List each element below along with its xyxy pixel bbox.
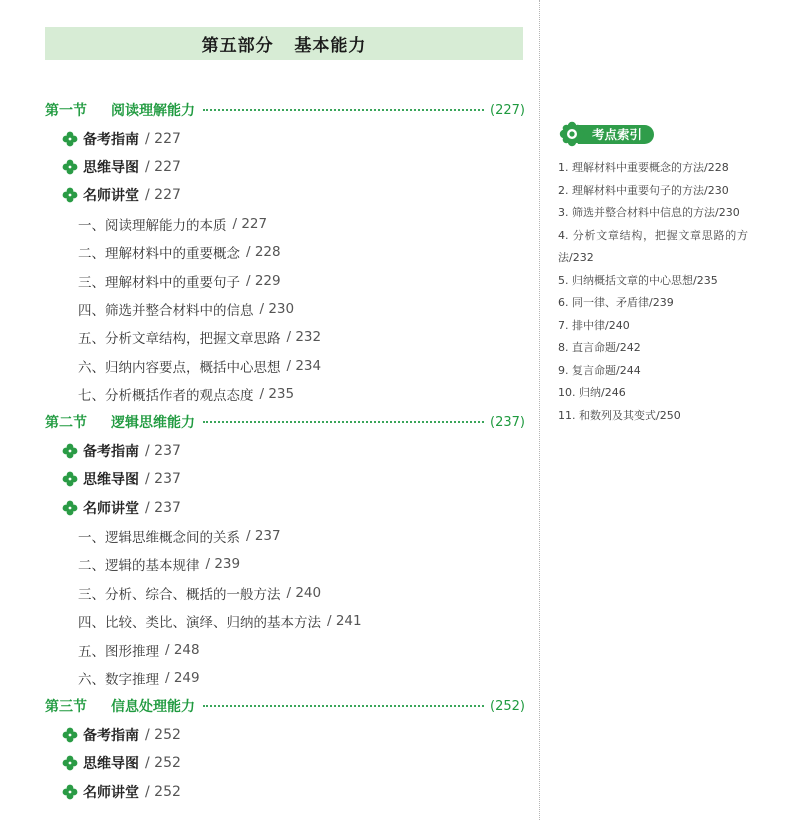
section-title: 阅读理解能力: [111, 103, 195, 120]
topic-entry[interactable]: [45, 550, 525, 578]
topic-entry[interactable]: [45, 635, 525, 663]
section-number: 第一节: [45, 103, 87, 120]
page-number: / 237: [145, 442, 181, 459]
index-list: [558, 157, 748, 427]
page-number: / 227: [232, 215, 268, 232]
flower-icon: [558, 120, 586, 148]
part-banner: [45, 27, 523, 60]
page-number: / 227: [145, 130, 181, 147]
clover-icon: [62, 187, 78, 203]
page-number: / 239: [205, 556, 241, 573]
page-number: / 229: [246, 272, 281, 289]
page-number: / 234: [286, 357, 322, 374]
page-number: / 237: [246, 528, 281, 545]
topic-entry[interactable]: [45, 522, 525, 550]
section-title: 逻辑思维能力: [111, 415, 195, 432]
page-number: / 237: [145, 471, 181, 488]
index-item: 3. 筛选并整合材料中信息的方法/230: [558, 206, 740, 219]
page-number: / 237: [145, 499, 181, 516]
subsection-entry[interactable]: [45, 721, 525, 749]
section-heading[interactable]: [45, 692, 525, 720]
table-of-contents: [45, 96, 525, 806]
index-header: [558, 120, 688, 148]
subsection-entry[interactable]: [45, 124, 525, 152]
page-number: / 228: [246, 244, 281, 261]
dot-leader: [203, 421, 484, 423]
topic-entry[interactable]: [45, 664, 525, 692]
page-number: / 230: [259, 300, 295, 317]
topic-title: 五、图形推理: [78, 643, 159, 660]
dot-leader: [203, 109, 484, 111]
index-item: 7. 排中律/240: [558, 318, 630, 332]
clover-icon: [62, 131, 78, 147]
page-number: / 248: [165, 641, 200, 658]
topic-entry[interactable]: [45, 579, 525, 607]
subsection-entry[interactable]: [45, 437, 525, 465]
topic-entry[interactable]: [45, 352, 525, 380]
clover-icon: [62, 159, 78, 175]
topic-entry[interactable]: [45, 380, 525, 408]
subsection-entry[interactable]: [45, 465, 525, 493]
part-title: 第五部分 基本能力: [201, 36, 367, 56]
index-item: 9. 复言命题/244: [558, 363, 641, 377]
clover-icon: [62, 500, 78, 516]
dot-leader: [203, 705, 484, 707]
page-number: / 240: [286, 584, 322, 601]
index-item: 2. 理解材料中重要句子的方法/230: [558, 183, 729, 197]
index-item: 4. 分析文章结构，把握文章思路的方法/232: [558, 228, 748, 264]
topic-entry[interactable]: [45, 266, 525, 294]
topic-title: 二、理解材料中的重要概念: [78, 246, 240, 263]
topic-title: 一、阅读理解能力的本质: [78, 217, 227, 234]
section-heading[interactable]: [45, 408, 525, 436]
index-item: 1. 理解材料中重要概念的方法/228: [558, 161, 729, 174]
section-number: 第三节: [45, 699, 87, 716]
topic-title: 三、理解材料中的重要句子: [78, 274, 240, 291]
section-page: (237): [490, 414, 525, 430]
page-number: / 252: [145, 726, 181, 743]
column-divider: [539, 0, 540, 820]
index-item: 6. 同一律、矛盾律/239: [558, 296, 674, 309]
clover-icon: [62, 755, 78, 771]
topic-title: 七、分析概括作者的观点态度: [78, 388, 254, 405]
index-title: 考点索引: [578, 125, 654, 144]
page-number: / 252: [145, 755, 181, 772]
subsection-entry[interactable]: [45, 153, 525, 181]
index-item: 8. 直言命题/242: [558, 341, 641, 354]
topic-title: 四、筛选并整合材料中的信息: [78, 302, 254, 319]
subsection-title: 名师讲堂: [83, 784, 139, 801]
topic-entry[interactable]: [45, 323, 525, 351]
topic-entry[interactable]: [45, 607, 525, 635]
subsection-title: 备考指南: [83, 727, 139, 744]
subsection-entry[interactable]: [45, 749, 525, 777]
subsection-title: 思维导图: [83, 472, 139, 489]
clover-icon: [62, 727, 78, 743]
page-number: / 232: [286, 329, 322, 346]
topic-title: 二、逻辑的基本规律: [78, 558, 200, 575]
index-item: 5. 归纳概括文章的中心思想/235: [558, 273, 718, 287]
topic-entry[interactable]: [45, 295, 525, 323]
page-number: / 241: [327, 613, 362, 630]
topic-title: 四、比较、类比、演绎、归纳的基本方法: [78, 615, 321, 632]
section-heading[interactable]: [45, 96, 525, 124]
topic-entry[interactable]: [45, 238, 525, 266]
page-number: / 252: [145, 783, 181, 800]
topic-entry[interactable]: [45, 210, 525, 238]
index-item: 10. 归纳/246: [558, 386, 626, 399]
clover-icon: [62, 471, 78, 487]
index-item: 11. 和数列及其变式/250: [558, 408, 681, 422]
section-page: (252): [490, 698, 525, 714]
page-number: / 249: [165, 670, 200, 686]
subsection-title: 思维导图: [83, 159, 139, 176]
topic-title: 五、分析文章结构，把握文章思路: [78, 331, 281, 348]
subsection-title: 名师讲堂: [83, 500, 139, 517]
subsection-entry[interactable]: [45, 493, 525, 521]
subsection-title: 名师讲堂: [83, 188, 139, 205]
page-number: / 227: [145, 158, 181, 175]
topic-title: 六、归纳内容要点，概括中心思想: [78, 359, 281, 376]
page-number: / 235: [259, 386, 295, 403]
clover-icon: [62, 784, 78, 800]
topic-title: 三、分析、综合、概括的一般方法: [78, 586, 281, 603]
topic-title: 一、逻辑思维概念间的关系: [78, 530, 240, 547]
subsection-entry[interactable]: [45, 181, 525, 209]
topic-title: 六、数字推理: [78, 672, 159, 688]
subsection-title: 思维导图: [83, 756, 139, 773]
subsection-title: 备考指南: [83, 131, 139, 148]
section-title: 信息处理能力: [111, 699, 195, 716]
section-page: (227): [490, 102, 525, 118]
section-number: 第二节: [45, 415, 87, 432]
page-number: / 227: [145, 187, 181, 204]
subsection-entry[interactable]: [45, 777, 525, 805]
subsection-title: 备考指南: [83, 443, 139, 460]
clover-icon: [62, 443, 78, 459]
